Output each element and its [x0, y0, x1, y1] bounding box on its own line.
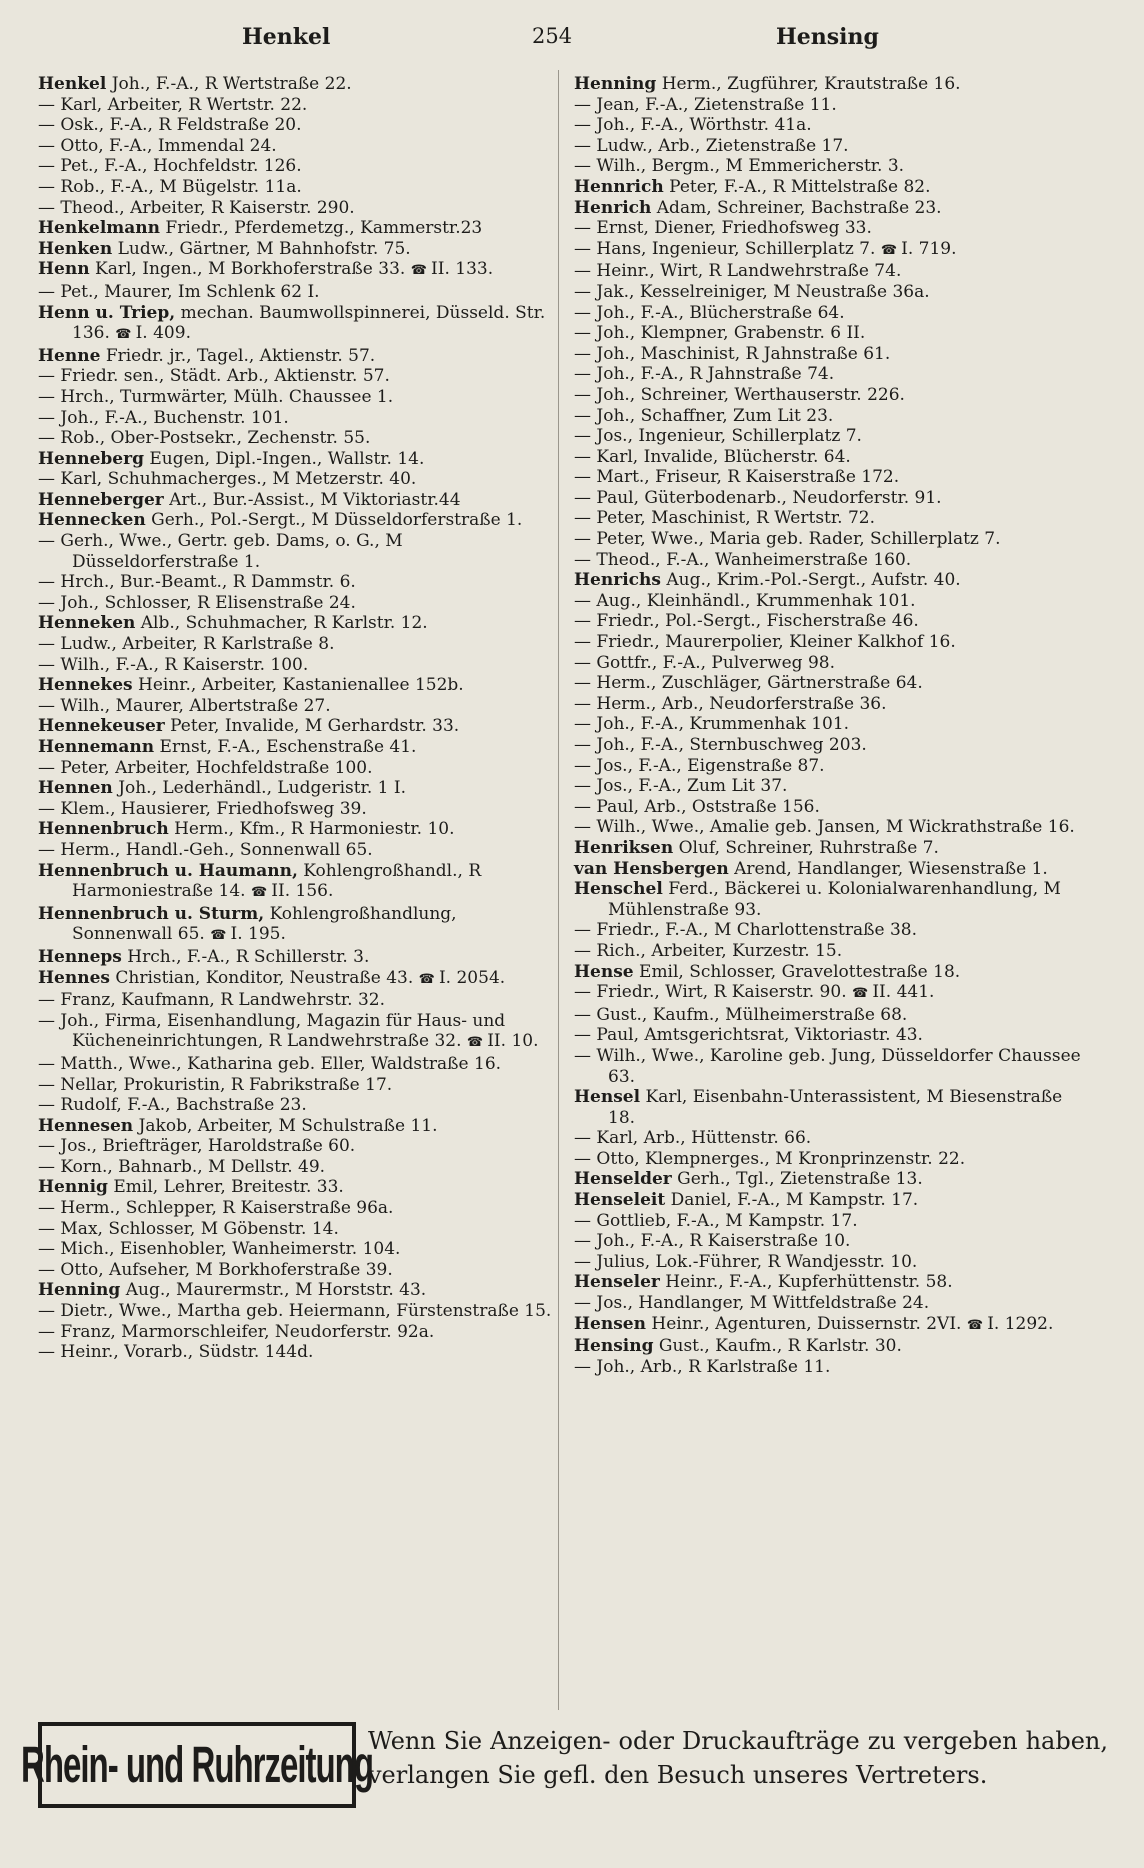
entry-details: Emil, Lehrer, Breitestr. 33.: [113, 1177, 344, 1198]
entry-details: — Franz, Kaufmann, R Landwehrstr. 32.: [38, 990, 386, 1011]
entry-details: — Gottlieb, F.-A., M Kampstr. 17.: [574, 1210, 858, 1231]
telephone-number: ☎ I. 195.: [210, 924, 286, 944]
entry-details: — Theod., Arbeiter, R Kaiserstr. 290.: [38, 197, 355, 218]
entry-details: — Wilh., Bergm., M Emmericherstr. 3.: [574, 156, 905, 177]
entry-details: — Heinr., Vorarb., Südstr. 144d.: [38, 1342, 314, 1363]
directory-entry: [38, 737, 553, 758]
directory-entry: [574, 1005, 1089, 1026]
directory-entry: [38, 968, 553, 991]
directory-entry: [38, 819, 553, 840]
directory-entry: [574, 550, 1089, 571]
directory-entry: [38, 990, 553, 1011]
entry-details: — Joh., F.-A., Buchenstr. 101.: [38, 407, 289, 428]
entry-details: Heinr., F.-A., Kupferhüttenstr. 58.: [665, 1272, 953, 1293]
directory-entry: [38, 778, 553, 799]
directory-entry: [38, 1280, 553, 1301]
directory-entry: [38, 136, 553, 157]
entry-details: — Joh., F.-A., Sternbuschweg 203.: [574, 735, 867, 755]
left-column: [38, 74, 553, 1363]
entry-details: mechan. Baumwollspinnerei, Düsseld. Str. 136.: [72, 302, 546, 344]
entry-details: Aug., Krim.-Pol.-Sergt., Aufstr. 40.: [666, 570, 961, 591]
entry-details: — Joh., F.-A., Wörthstr. 41a.: [574, 115, 812, 136]
directory-entry: [574, 156, 1089, 177]
telephone-number: ☎ II. 10.: [467, 1031, 539, 1051]
entry-details: Karl, Ingen., M Borkhoferstraße 33.: [95, 259, 406, 280]
entry-details: — Friedr., Wirt, R Kaiserstr. 90.: [574, 982, 847, 1003]
directory-entry: [38, 282, 553, 303]
entry-details: — Joh., Maschinist, R Jahnstraße 61.: [574, 343, 891, 364]
entry-surname: Henn: [38, 259, 90, 280]
entry-surname: Henning: [574, 74, 657, 94]
directory-entry: [38, 346, 553, 367]
directory-entry: [574, 611, 1089, 632]
directory-entry: [574, 447, 1089, 468]
directory-entry: [38, 799, 553, 820]
telephone-number: ☎ I. 1292.: [967, 1314, 1054, 1334]
entry-details: — Joh., Firma, Eisenhandlung, Magazin für Haus- und Kücheneinrichtungen, R Landwehrstraße 32.: [38, 1010, 506, 1052]
entry-details: Kohlengroßhandlung, Sonnenwall 65.: [72, 903, 457, 945]
directory-entry: [38, 593, 553, 614]
right-column: [574, 74, 1089, 1377]
entry-details: — Joh., Schreiner, Werthauserstr. 226.: [574, 384, 905, 405]
entry-details: Eugen, Dipl.-Ingen., Wallstr. 14.: [149, 448, 425, 469]
directory-entry: [574, 1211, 1089, 1232]
entry-details: — Joh., Klempner, Grabenstr. 6 II.: [574, 323, 866, 344]
directory-entry: [574, 1314, 1089, 1337]
entry-surname: Henseleit: [574, 1190, 666, 1211]
directory-entry: [38, 156, 553, 177]
directory-entry: [38, 1260, 553, 1281]
directory-entry: [38, 449, 553, 470]
entry-surname: Hennesen: [38, 1115, 134, 1136]
directory-entry: [38, 115, 553, 136]
entry-details: Aug., Maurermstr., M Horststr. 43.: [125, 1280, 427, 1301]
entry-details: Karl, Eisenbahn-Unterassistent, M Biesenstraße 18.: [608, 1087, 1063, 1128]
entry-surname: Hennen: [38, 778, 113, 799]
directory-entry: [574, 323, 1089, 344]
entry-details: — Klem., Hausierer, Friedhofsweg 39.: [38, 798, 367, 819]
directory-entry: [574, 1046, 1089, 1087]
entry-details: Adam, Schreiner, Bachstraße 23.: [656, 197, 942, 218]
directory-entry: [38, 510, 553, 531]
entry-details: — Ludw., Arb., Zietenstraße 17.: [574, 135, 849, 156]
directory-entry: [574, 508, 1089, 529]
directory-entry: [574, 1190, 1089, 1211]
entry-surname: Hennrich: [574, 176, 664, 197]
page-number: 254: [532, 24, 573, 48]
telephone-number: ☎ I. 409.: [115, 323, 191, 343]
entry-details: — Jean, F.-A., Zietenstraße 11.: [574, 94, 837, 115]
entry-surname: Henken: [38, 238, 113, 259]
advertisement: [21, 1722, 1108, 1812]
header-left-name: Henkel: [242, 24, 331, 50]
entry-details: Gust., Kaufm., R Karlstr. 30.: [658, 1336, 902, 1357]
entry-details: Friedr. jr., Tagel., Aktienstr. 57.: [105, 345, 376, 366]
entry-details: — Peter, Arbeiter, Hochfeldstraße 100.: [38, 757, 373, 778]
directory-entry: [38, 469, 553, 490]
directory-entry: [574, 859, 1089, 880]
directory-entry: [574, 1272, 1089, 1293]
directory-entry: [574, 218, 1089, 239]
entry-details: — Mart., Friseur, R Kaiserstraße 172.: [574, 467, 900, 488]
entry-details: Herm., Zugführer, Krautstraße 16.: [661, 74, 961, 94]
entry-details: Gerh., Pol.-Sergt., M Düsseldorferstraße 1.: [151, 510, 523, 531]
directory-entry: [574, 529, 1089, 550]
directory-entry: [574, 817, 1089, 838]
directory-entry: [574, 261, 1089, 282]
entry-details: Ernst, F.-A., Eschenstraße 41.: [159, 737, 417, 757]
entry-details: — Joh., F.-A., R Jahnstraße 74.: [574, 364, 835, 385]
entry-details: — Rich., Arbeiter, Kurzestr. 15.: [574, 940, 843, 961]
entry-details: — Friedr., F.-A., M Charlottenstraße 38.: [574, 920, 918, 941]
telephone-number: ☎ II. 156.: [251, 881, 333, 901]
directory-entry: [38, 1322, 553, 1343]
directory-entry: [574, 982, 1089, 1005]
directory-entry: [38, 74, 553, 95]
directory-entry: [574, 198, 1089, 219]
entry-details: — Rob., Ober-Postsekr., Zechenstr. 55.: [38, 428, 371, 449]
entry-details: — Wilh., Wwe., Karoline geb. Jung, Düsseldorfer Chaussee 63.: [574, 1045, 1081, 1087]
directory-entry: [38, 408, 553, 429]
entry-surname: Henselder: [574, 1169, 672, 1190]
directory-entry: [38, 1054, 553, 1075]
directory-entry: [38, 490, 553, 511]
telephone-number: ☎ I. 2054.: [419, 968, 506, 988]
entry-details: — Herm., Zuschläger, Gärtnerstraße 64.: [574, 673, 923, 694]
entry-details: — Paul, Güterbodenarb., Neudorferstr. 91.: [574, 487, 942, 508]
entry-details: — Jos., F.-A., Zum Lit 37.: [574, 776, 788, 797]
header-right-name: Hensing: [776, 24, 879, 50]
entry-details: — Hrch., Turmwärter, Mülh. Chaussee 1.: [38, 386, 394, 407]
directory-entry: [574, 1231, 1089, 1252]
entry-details: Peter, Invalide, M Gerhardstr. 33.: [170, 716, 460, 737]
entry-surname: Hennenbruch u. Haumann,: [38, 860, 298, 881]
entry-details: — Paul, Arb., Oststraße 156.: [574, 796, 820, 817]
entry-details: — Osk., F.-A., R Feldstraße 20.: [38, 115, 302, 136]
directory-entry: [574, 1025, 1089, 1046]
entry-details: Herm., Kfm., R Harmoniestr. 10.: [174, 819, 455, 840]
entry-details: — Nellar, Prokuristin, R Fabrikstraße 17.: [38, 1074, 393, 1095]
entry-details: — Franz, Marmorschleifer, Neudorferstr. 92a.: [38, 1321, 435, 1342]
entry-surname: Hennemann: [38, 737, 155, 757]
entry-details: Peter, F.-A., R Mittelstraße 82.: [669, 176, 931, 197]
directory-entry: [574, 694, 1089, 715]
directory-entry: [38, 696, 553, 717]
entry-details: — Otto, F.-A., Immendal 24.: [38, 135, 277, 156]
entry-details: — Heinr., Wirt, R Landwehrstraße 74.: [574, 261, 902, 282]
entry-details: — Jos., Handlanger, M Wittfeldstraße 24.: [574, 1293, 930, 1314]
entry-details: — Wilh., F.-A., R Kaiserstr. 100.: [38, 654, 309, 675]
entry-surname: Henning: [38, 1280, 121, 1301]
entry-details: — Aug., Kleinhändl., Krummenhak 101.: [574, 590, 916, 611]
directory-entry: [574, 714, 1089, 735]
directory-entry: [38, 1239, 553, 1260]
entry-details: Ludw., Gärtner, M Bahnhofstr. 75.: [117, 238, 411, 259]
entry-details: Emil, Schlosser, Gravelottestraße 18.: [639, 961, 961, 982]
entry-details: — Hans, Ingenieur, Schillerplatz 7.: [574, 238, 876, 259]
directory-entry: [574, 591, 1089, 612]
entry-details: — Wilh., Maurer, Albertstraße 27.: [38, 695, 331, 716]
entry-details: — Friedr. sen., Städt. Arb., Aktienstr. 57.: [38, 366, 390, 387]
entry-surname: Henneps: [38, 946, 122, 967]
entry-surname: Hennig: [38, 1177, 108, 1198]
telephone-number: ☎ II. 133.: [411, 259, 493, 279]
entry-surname: Henschel: [574, 879, 663, 900]
directory-entry: [38, 572, 553, 593]
directory-entry: [574, 239, 1089, 262]
directory-entry: [38, 1198, 553, 1219]
entry-surname: Henrichs: [574, 570, 661, 591]
entry-surname: Henriksen: [574, 837, 674, 858]
entry-surname: Hensel: [574, 1087, 641, 1108]
entry-details: — Joh., F.-A., R Kaiserstraße 10.: [574, 1231, 851, 1252]
entry-details: — Pet., F.-A., Hochfeldstr. 126.: [38, 156, 302, 177]
entry-details: — Karl, Arb., Hüttenstr. 66.: [574, 1128, 812, 1149]
directory-entry: [574, 303, 1089, 324]
entry-details: Hrch., F.-A., R Schillerstr. 3.: [127, 946, 370, 967]
entry-details: Christian, Konditor, Neustraße 43.: [115, 967, 414, 988]
entry-details: Alb., Schuhmacher, R Karlstr. 12.: [140, 613, 428, 634]
entry-details: — Ludw., Arbeiter, R Karlstraße 8.: [38, 634, 335, 655]
directory-entry: [574, 74, 1089, 95]
directory-entry: [38, 1177, 553, 1198]
directory-entry: [38, 1095, 553, 1116]
entry-details: — Hrch., Bur.-Beamt., R Dammstr. 6.: [38, 572, 356, 593]
entry-details: — Karl, Invalide, Blücherstr. 64.: [574, 446, 851, 467]
entry-details: — Otto, Klempnerges., M Kronprinzenstr. 22.: [574, 1148, 966, 1169]
entry-details: — Dietr., Wwe., Martha geb. Heiermann, Fürstenstraße 15.: [38, 1301, 552, 1322]
directory-entry: [38, 1136, 553, 1157]
directory-entry: [38, 1011, 553, 1054]
directory-entry: [38, 634, 553, 655]
entry-details: Art., Bur.-Assist., M Viktoriastr.44: [169, 489, 461, 510]
entry-details: — Jos., Briefträger, Haroldstraße 60.: [38, 1136, 356, 1157]
entry-details: — Jak., Kesselreiniger, M Neustraße 36a.: [574, 281, 930, 302]
directory-entry: [574, 115, 1089, 136]
entry-surname: Hennekes: [38, 675, 133, 696]
entry-details: — Joh., F.-A., Blücherstraße 64.: [574, 302, 845, 323]
entry-surname: Hennenbruch u. Sturm,: [38, 903, 265, 924]
entry-details: Arend, Handlanger, Wiesenstraße 1.: [734, 858, 1048, 879]
entry-details: — Karl, Arbeiter, R Wertstr. 22.: [38, 94, 308, 115]
entry-surname: Hensen: [574, 1313, 646, 1334]
entry-surname: Hensing: [574, 1336, 654, 1357]
ad-brand: Rhein- und Ruhrzeitung: [21, 1735, 373, 1793]
entry-details: — Joh., Arb., R Karlstraße 11.: [574, 1356, 831, 1377]
directory-entry: [574, 282, 1089, 303]
directory-entry: [574, 364, 1089, 385]
entry-details: — Rob., F.-A., M Bügelstr. 11a.: [38, 176, 302, 197]
entry-surname: Hennekeuser: [38, 716, 165, 737]
directory-entry: [574, 941, 1089, 962]
directory-entry: [574, 1336, 1089, 1357]
directory-entry: [38, 198, 553, 219]
entry-details: — Rudolf, F.-A., Bachstraße 23.: [38, 1095, 307, 1116]
directory-entry: [574, 776, 1089, 797]
entry-surname: Henneberger: [38, 489, 164, 510]
directory-entry: [38, 177, 553, 198]
entry-details: — Herm., Handl.-Geh., Sonnenwall 65.: [38, 839, 373, 860]
directory-entry: [574, 632, 1089, 653]
directory-entry: [574, 1357, 1089, 1378]
directory-entry: [574, 406, 1089, 427]
entry-details: — Jos., F.-A., Eigenstraße 87.: [574, 755, 825, 776]
directory-entry: [38, 947, 553, 968]
directory-entry: [574, 653, 1089, 674]
entry-surname: Hense: [574, 961, 634, 982]
entry-details: — Joh., F.-A., Krummenhak 101.: [574, 714, 850, 735]
directory-entry: [38, 613, 553, 634]
entry-details: — Julius, Lok.-Führer, R Wandjesstr. 10.: [574, 1251, 918, 1272]
entry-details: — Gust., Kaufm., Mülheimerstraße 68.: [574, 1004, 908, 1025]
entry-surname: Hennecken: [38, 510, 146, 531]
directory-entry: [574, 488, 1089, 509]
entry-surname: Henneken: [38, 613, 136, 634]
directory-entry: [574, 570, 1089, 591]
directory-entry: [38, 1157, 553, 1178]
ad-text: Wenn Sie Anzeigen- oder Druckaufträge zu vergeben haben, verlangen Sie gefl. den Besuch unseres Vertreters.: [368, 1727, 1108, 1789]
entry-details: Friedr., Pferdemetzg., Kammerstr.23: [165, 218, 483, 239]
entry-details: — Paul, Amtsgerichtsrat, Viktoriastr. 43.: [574, 1025, 923, 1046]
directory-entry: [574, 879, 1089, 920]
directory-entry: [574, 797, 1089, 818]
directory-entry: [38, 840, 553, 861]
entry-details: Joh., F.-A., R Wertstraße 22.: [111, 74, 352, 94]
directory-entry: [38, 1342, 553, 1363]
entry-details: Kohlengroßhandl., R Harmoniestraße 14.: [72, 860, 482, 902]
directory-entry: [38, 428, 553, 449]
directory-entry: [38, 303, 553, 346]
directory-entry: [38, 218, 553, 239]
entry-surname: Henneberg: [38, 448, 144, 469]
directory-entry: [574, 962, 1089, 983]
directory-entry: [38, 387, 553, 408]
directory-entry: [38, 1219, 553, 1240]
entry-details: — Theod., F.-A., Wanheimerstraße 160.: [574, 549, 912, 570]
entry-details: — Jos., Ingenieur, Schillerplatz 7.: [574, 426, 862, 447]
entry-details: — Gottfr., F.-A., Pulverweg 98.: [574, 652, 835, 673]
directory-entry: [574, 385, 1089, 406]
directory-entry: [574, 1252, 1089, 1273]
directory-entry: [38, 531, 553, 572]
directory-entry: [38, 1301, 553, 1322]
entry-details: — Herm., Schlepper, R Kaiserstraße 96a.: [38, 1198, 394, 1219]
entry-surname: Henkelmann: [38, 218, 161, 239]
directory-entry: [574, 1293, 1089, 1314]
telephone-number: ☎ I. 719.: [881, 239, 957, 259]
ad-brand-box: [21, 1722, 373, 1808]
entry-details: Oluf, Schreiner, Ruhrstraße 7.: [678, 837, 939, 858]
entry-details: — Matth., Wwe., Katharina geb. Eller, Waldstraße 16.: [38, 1053, 502, 1074]
entry-details: — Gerh., Wwe., Gertr. geb. Dams, o. G., M Düsseldorferstraße 1.: [38, 531, 403, 572]
directory-entry: [38, 1116, 553, 1137]
directory-entry: [38, 259, 553, 282]
directory-entry: [574, 735, 1089, 756]
directory-entry: [38, 366, 553, 387]
entry-details: Gerh., Tgl., Zietenstraße 13.: [677, 1169, 923, 1190]
telephone-number: ☎ II. 441.: [852, 982, 934, 1002]
directory-entry: [574, 426, 1089, 447]
directory-entry: [38, 716, 553, 737]
entry-surname: van Hensbergen: [574, 858, 729, 879]
entry-details: — Pet., Maurer, Im Schlenk 62 I.: [38, 281, 320, 302]
entry-details: — Peter, Wwe., Maria geb. Rader, Schillerplatz 7.: [574, 529, 1001, 550]
directory-entry: [574, 177, 1089, 198]
entry-details: Heinr., Agenturen, Duissernstr. 2VI.: [651, 1313, 962, 1334]
entry-surname: Henrich: [574, 197, 652, 218]
directory-entry: [38, 239, 553, 260]
entry-details: — Max, Schlosser, M Göbenstr. 14.: [38, 1218, 339, 1239]
entry-details: — Mich., Eisenhobler, Wanheimerstr. 104.: [38, 1239, 401, 1260]
directory-entry: [38, 758, 553, 779]
directory-entry: [574, 920, 1089, 941]
entry-surname: Hennenbruch: [38, 819, 169, 840]
directory-entry: [38, 1075, 553, 1096]
directory-entry: [38, 675, 553, 696]
entry-surname: Henn u. Triep,: [38, 302, 176, 323]
directory-entry: [38, 904, 553, 947]
directory-entry: [574, 1128, 1089, 1149]
entry-surname: Henseler: [574, 1272, 660, 1293]
entry-surname: Henne: [38, 345, 101, 366]
directory-entry: [574, 1169, 1089, 1190]
entry-details: — Korn., Bahnarb., M Dellstr. 49.: [38, 1156, 326, 1177]
column-divider: [558, 70, 559, 1710]
entry-details: Ferd., Bäckerei u. Kolonialwarenhandlung, M Mühlenstraße 93.: [608, 879, 1061, 920]
directory-entry: [38, 655, 553, 676]
entry-details: — Karl, Schuhmacherges., M Metzerstr. 40.: [38, 469, 417, 490]
directory-entry: [574, 838, 1089, 859]
entry-details: — Peter, Maschinist, R Wertstr. 72.: [574, 508, 875, 529]
directory-entry: [574, 1149, 1089, 1170]
directory-entry: [574, 673, 1089, 694]
directory-entry: [38, 861, 553, 904]
directory-entry: [574, 1087, 1089, 1128]
entry-details: Joh., Lederhändl., Ludgeristr. 1 I.: [118, 778, 406, 799]
entry-details: — Otto, Aufseher, M Borkhoferstraße 39.: [38, 1259, 393, 1280]
directory-entry: [574, 95, 1089, 116]
entry-details: Daniel, F.-A., M Kampstr. 17.: [670, 1190, 919, 1211]
entry-details: — Joh., Schaffner, Zum Lit 23.: [574, 405, 834, 426]
directory-entry: [574, 756, 1089, 777]
entry-details: — Wilh., Wwe., Amalie geb. Jansen, M Wickrathstraße 16.: [574, 817, 1075, 838]
entry-details: Heinr., Arbeiter, Kastanienallee 152b.: [138, 675, 464, 696]
entry-details: — Friedr., Maurerpolier, Kleiner Kalkhof 16.: [574, 632, 956, 653]
entry-surname: Henkel: [38, 74, 107, 94]
entry-details: — Ernst, Diener, Friedhofsweg 33.: [574, 218, 872, 239]
entry-details: — Friedr., Pol.-Sergt., Fischerstraße 46.: [574, 611, 919, 632]
directory-entry: [574, 467, 1089, 488]
entry-details: — Herm., Arb., Neudorferstraße 36.: [574, 693, 887, 714]
entry-details: Jakob, Arbeiter, M Schulstraße 11.: [138, 1115, 438, 1136]
directory-entry: [574, 136, 1089, 157]
entry-details: — Joh., Schlosser, R Elisenstraße 24.: [38, 592, 356, 613]
directory-entry: [574, 344, 1089, 365]
entry-surname: Hennes: [38, 967, 110, 988]
directory-entry: [38, 95, 553, 116]
